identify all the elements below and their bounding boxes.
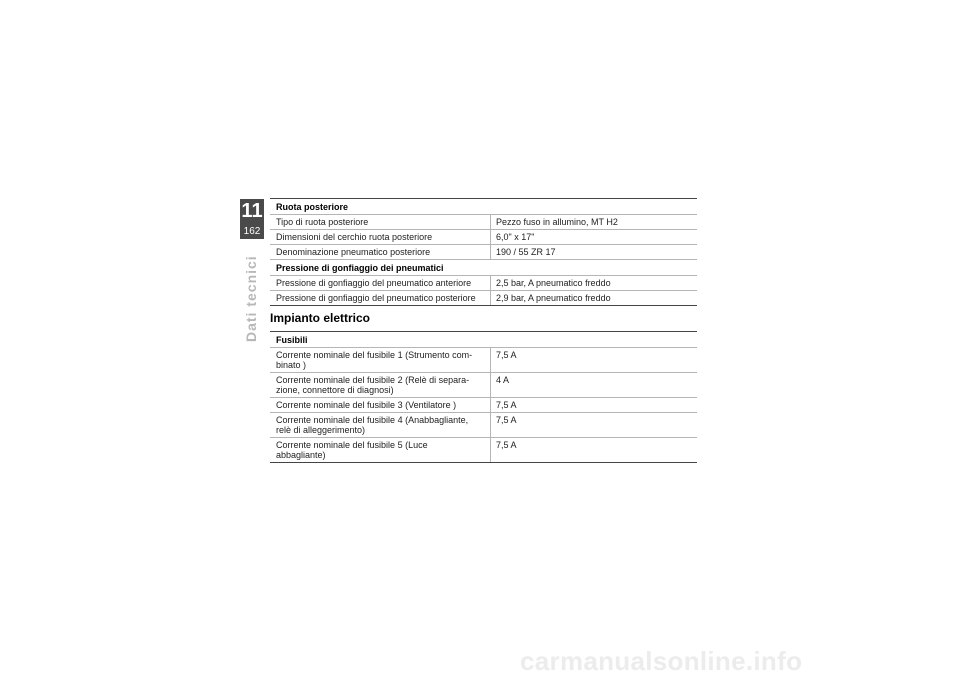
page-number: 162 (243, 226, 261, 237)
table-cell-value: 7,5 A (491, 398, 698, 413)
table-header-row (270, 260, 697, 276)
table-cell-label: Dimensioni del cerchio ruota posteriore (270, 230, 491, 245)
table-header-row (270, 199, 697, 215)
table-row (270, 398, 697, 413)
table-cell-value: 7,5 A (491, 413, 698, 438)
table-row (270, 215, 697, 230)
table-header-cell: Ruota posteriore (270, 199, 697, 215)
table-row (270, 276, 697, 291)
table-row (270, 373, 697, 398)
table-header-cell: Fusibili (270, 332, 697, 348)
table-cell-value: 4 A (491, 373, 698, 398)
table-cell-value: Pezzo fuso in allumino, MT H2 (491, 215, 698, 230)
table-cell-label: Corrente nominale del fusibile 1 (Strumento com- binato ) (270, 348, 491, 373)
table-cell-label: Tipo di ruota posteriore (270, 215, 491, 230)
table-cell-label: Pressione di gonfiaggio del pneumatico posteriore (270, 291, 491, 306)
table-row (270, 291, 697, 306)
section-title: Impianto elettrico (270, 311, 371, 325)
table-cell-label: Corrente nominale del fusibile 2 (Relè di separa- zione, connettore di diagnosi) (270, 373, 491, 398)
table-cell-label: Denominazione pneumatico posteriore (270, 245, 491, 260)
table-cell-value: 190 / 55 ZR 17 (491, 245, 698, 260)
table-row (270, 413, 697, 438)
table-row (270, 245, 697, 260)
table-cell-value: 7,5 A (491, 438, 698, 463)
table-cell-value: 2,9 bar, A pneumatico freddo (491, 291, 698, 306)
table-row (270, 438, 697, 463)
table-cell-label: Corrente nominale del fusibile 4 (Anabbagliante, relè di alleggerimento) (270, 413, 491, 438)
table-cell-value: 2,5 bar, A pneumatico freddo (491, 276, 698, 291)
table-row (270, 230, 697, 245)
table-cell-value: 7,5 A (491, 348, 698, 373)
table-cell-label: Pressione di gonfiaggio del pneumatico anteriore (270, 276, 491, 291)
fuse-table (270, 331, 697, 463)
table-row (270, 348, 697, 373)
table-cell-value: 6,0" x 17" (491, 230, 698, 245)
table-header-row (270, 332, 697, 348)
chapter-number: 11 (241, 200, 263, 222)
watermark-text: carmanualsonline.info (520, 646, 803, 676)
chapter-side-title: Dati tecnici (243, 255, 259, 342)
table-cell-label: Corrente nominale del fusibile 5 (Luce abbagliante) (270, 438, 491, 463)
rear-wheel-table (270, 198, 697, 306)
table-cell-label: Corrente nominale del fusibile 3 (Ventilatore ) (270, 398, 491, 413)
table-header-cell: Pressione di gonfiaggio dei pneumatici (270, 260, 697, 276)
